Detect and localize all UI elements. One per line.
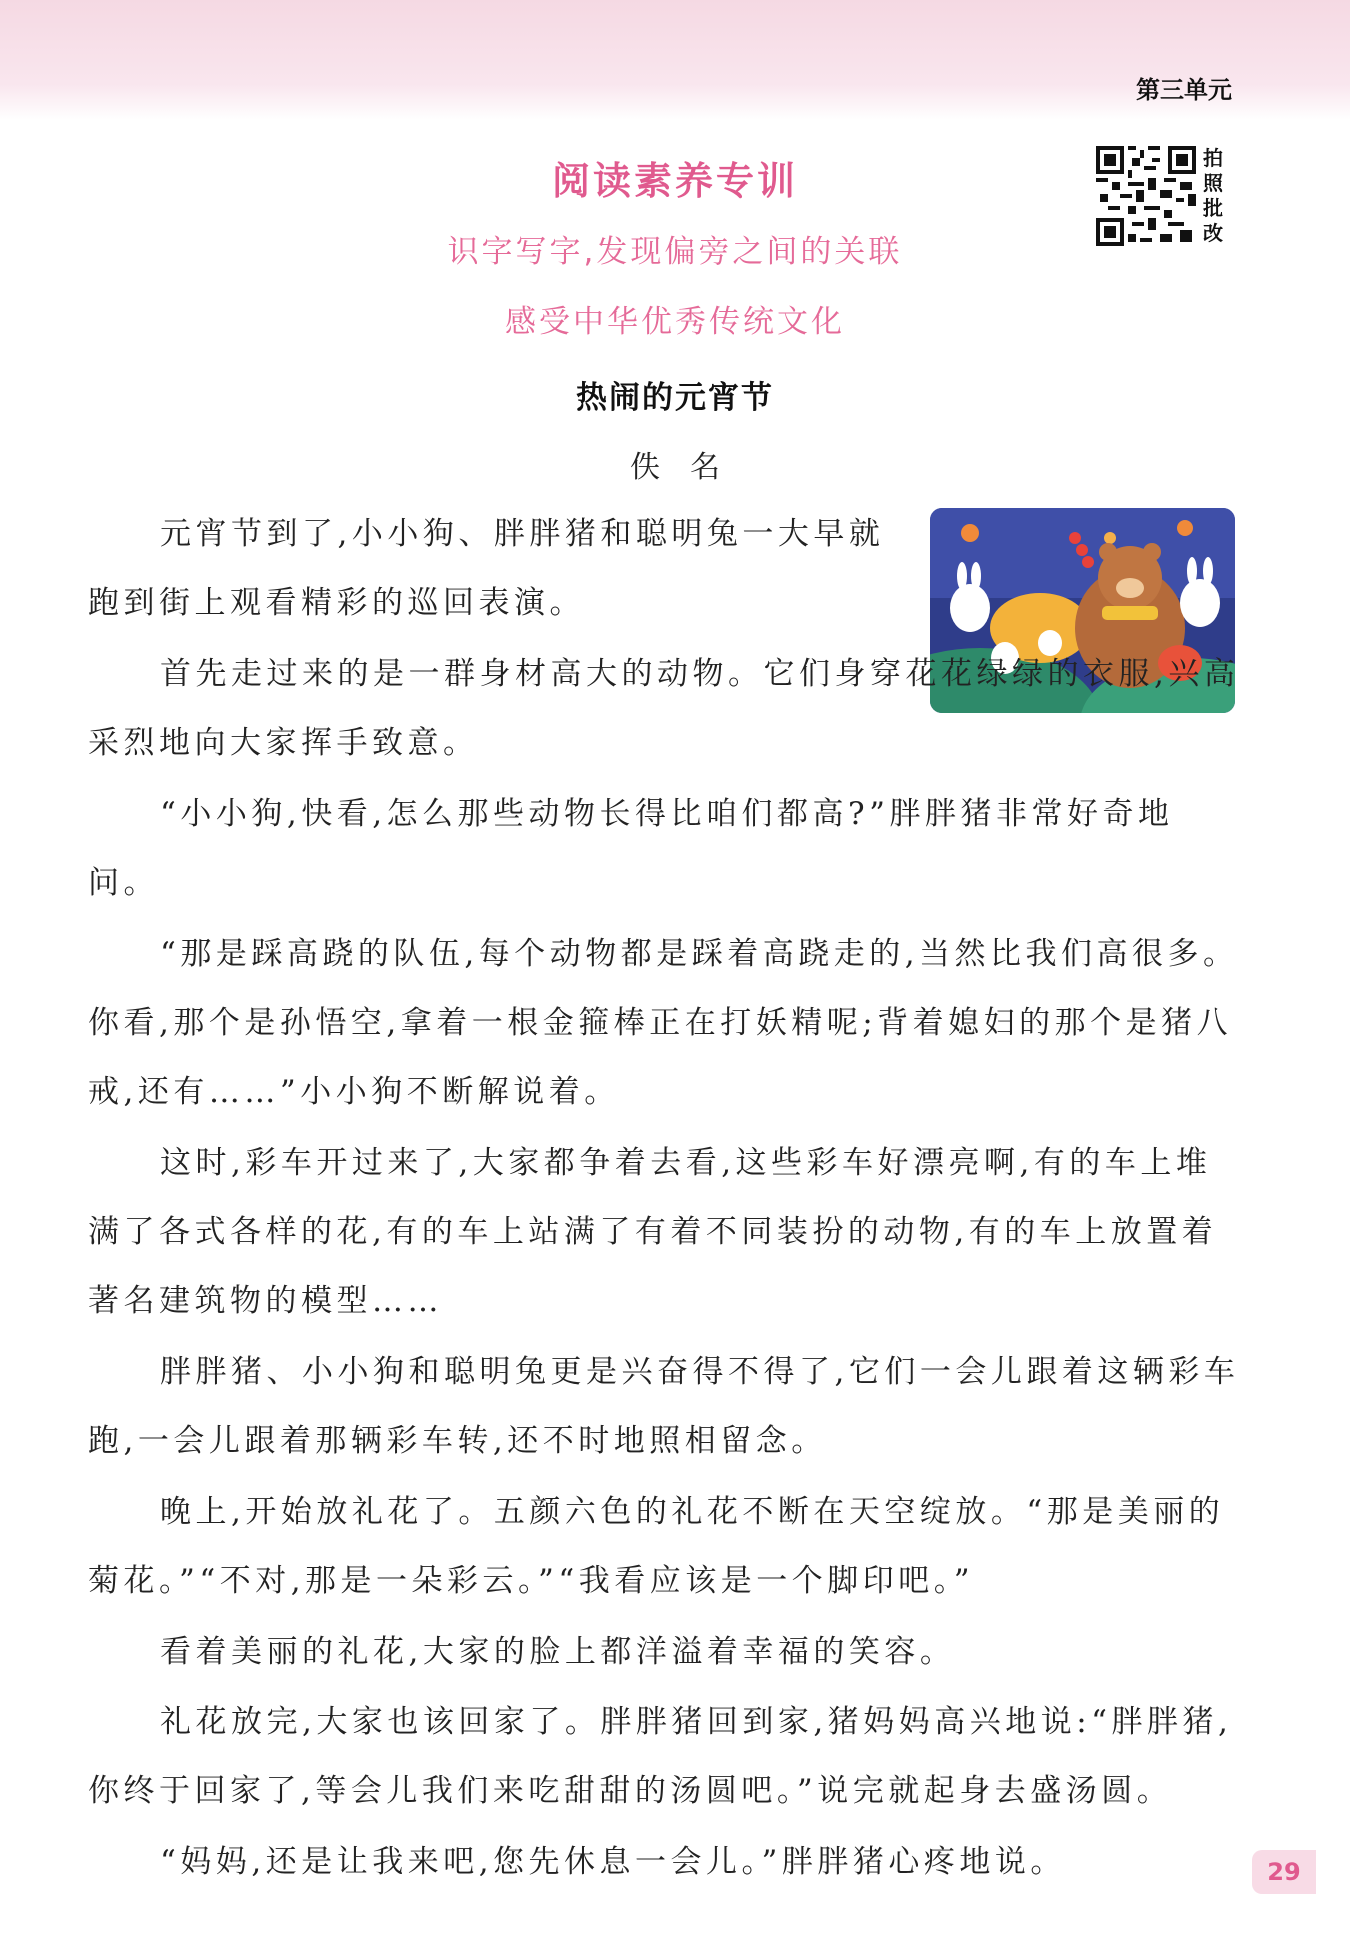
paragraph-10: “妈妈,还是让我来吧,您先休息一会儿。”胖胖猪心疼地说。: [160, 1844, 1066, 1880]
section-title: 阅读素养专训: [551, 159, 798, 203]
paragraph-7: 晚上,开始放礼花了。五颜六色的礼花不断在天空绽放。“那是美丽的菊花。”“不对,那是一朵彩云。”“我看应该是一个脚印吧。”: [88, 1494, 1225, 1599]
paragraph-2: 首先走过来的是一群身材高大的动物。它们身穿花花绿绿的衣服,兴高采烈地向大家挥手致意。: [88, 656, 1240, 761]
subtitle-culture: 感受中华优秀传统文化: [505, 304, 845, 340]
qr-label: 拍照批改: [1203, 146, 1223, 245]
paragraph-3: “小小狗,快看,怎么那些动物长得比咱们都高?”胖胖猪非常好奇地问。: [88, 796, 1174, 901]
unit-label: 第三单元: [1136, 76, 1232, 104]
page-number: 29: [1252, 1850, 1316, 1894]
paragraph-6: 胖胖猪、小小狗和聪明兔更是兴奋得不得了,它们一会儿跟着这辆彩车跑,一会儿跟着那辆彩车转,还不时地照相留念。: [88, 1354, 1240, 1459]
paragraph-4: “那是踩高跷的队伍,每个动物都是踩着高跷走的,当然比我们高很多。你看,那个是孙悟空,拿着一根金箍棒正在打妖精呢;背着媳妇的那个是猪八戒,还有……”小小狗不断解说着。: [88, 936, 1239, 1110]
paragraph-5: 这时,彩车开过来了,大家都争着去看,这些彩车好漂亮啊,有的车上堆满了各式各样的花,有的车上站满了有着不同装扮的动物,有的车上放置着著名建筑物的模型……: [88, 1145, 1218, 1319]
article-title: 热闹的元宵节: [576, 380, 774, 416]
qr-code-icon[interactable]: [1096, 146, 1196, 246]
paragraph-9: 礼花放完,大家也该回家了。胖胖猪回到家,猪妈妈高兴地说:“胖胖猪,你终于回家了,等会儿我们来吃甜甜的汤圆吧。”说完就起身去盛汤圆。: [88, 1704, 1233, 1809]
paragraph-8: 看着美丽的礼花,大家的脸上都洋溢着幸福的笑容。: [160, 1634, 956, 1670]
subtitle-literacy: 识字写字,发现偏旁之间的关联: [447, 234, 903, 270]
paragraph-1: 元宵节到了,小小狗、胖胖猪和聪明兔一大早就跑到街上观看精彩的巡回表演。: [88, 516, 885, 621]
article-author: 佚名: [630, 450, 750, 485]
